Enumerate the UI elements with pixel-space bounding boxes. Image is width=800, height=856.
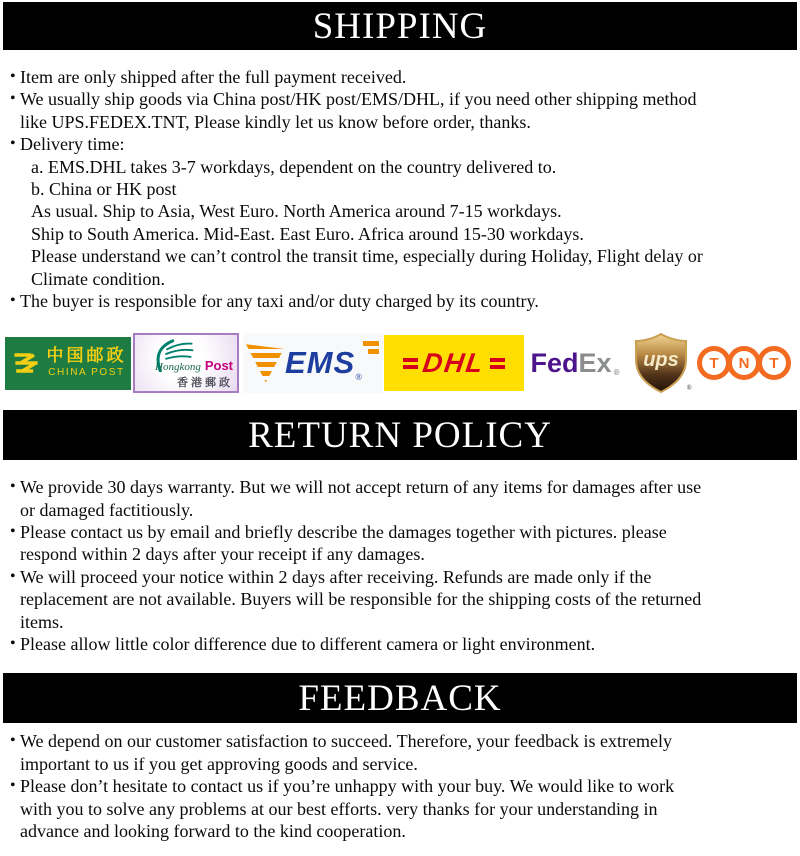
post-label: Post [204, 358, 233, 374]
return-policy-text-block [0, 476, 800, 655]
fedex-fed-label: Fed [530, 347, 579, 378]
bullet-dot: • [10, 135, 16, 153]
text-line [0, 730, 800, 752]
text-line [0, 268, 800, 290]
bullet-dot: • [10, 90, 16, 108]
line-text: We usually ship goods via China post/HK post/EMS/DHL, if you need other shipping method [20, 89, 697, 110]
text-line [0, 290, 800, 312]
text-line [0, 111, 800, 133]
bullet-dot: • [10, 291, 16, 309]
line-text: We depend on our customer satisfaction to succeed. Therefore, your feedback is extremely [20, 731, 672, 752]
fedex-ex-label: Ex [578, 347, 612, 378]
china-post-emblem-icon [10, 347, 42, 379]
text-line [0, 543, 800, 565]
line-text: As usual. Ship to Asia, West Euro. North America around 7-15 workdays. [31, 201, 562, 222]
text-line [0, 200, 800, 222]
ems-chevron-icon [246, 344, 284, 382]
line-text: Please don’t hesitate to contact us if you’re unhappy with your buy. We would like to work [20, 776, 675, 797]
text-line [0, 820, 800, 842]
hongkong-label: Hongkong [155, 361, 201, 374]
line-text: advance and looking forward to the kind cooperation. [20, 820, 406, 841]
feedback-text-block [0, 730, 800, 842]
bullet-spacer [10, 798, 20, 820]
text-line [0, 156, 800, 178]
text-line [0, 66, 800, 88]
bullet-spacer [10, 499, 20, 521]
shipping-text-block [0, 66, 800, 312]
ems-logo [243, 333, 383, 393]
china-post-en-label: CHINA POST [48, 367, 125, 379]
shipping-title: SHIPPING [312, 5, 488, 47]
text-line [0, 133, 800, 155]
hongkong-post-logo [133, 333, 239, 393]
fedex-registered-mark: ® [613, 368, 620, 378]
line-text: important to us if you get approving goods and service. [20, 753, 418, 774]
line-text: a. EMS.DHL takes 3-7 workdays, dependent on the country delivered to. [31, 156, 557, 177]
line-text: Please understand we can’t control the transit time, especially during Holiday, Flight delay or [31, 246, 703, 267]
text-line [0, 566, 800, 588]
ups-shield-icon [632, 332, 690, 394]
ems-dashes-icon [363, 341, 379, 354]
dhl-wordmark: DHL [421, 347, 487, 378]
line-text: Delivery time: [20, 134, 125, 155]
line-text: We will proceed your notice within 2 days after receiving. Refunds are made only if the [20, 566, 652, 587]
bullet-spacer [10, 820, 20, 842]
text-line [0, 798, 800, 820]
text-line [0, 521, 800, 543]
line-text: with you to solve any problems at our best efforts. very thanks for your understanding in [20, 798, 658, 819]
text-line [0, 775, 800, 797]
bullet-spacer [10, 111, 20, 133]
text-line [0, 611, 800, 633]
bullet-spacer [21, 223, 31, 245]
text-line [0, 753, 800, 775]
line-text: respond within 2 days after your receipt if any damages. [20, 544, 425, 565]
text-line [0, 476, 800, 498]
bullet-spacer [21, 268, 31, 290]
text-line [0, 499, 800, 521]
tnt-circle-t1: T [697, 346, 731, 380]
text-line [0, 88, 800, 110]
dhl-left-dashes-icon [403, 358, 418, 369]
hongkong-post-name-line [155, 358, 233, 374]
china-post-logo [5, 337, 131, 390]
hongkong-post-wordmark [155, 358, 233, 388]
line-text: Please contact us by email and briefly describe the damages together with pictures. please [20, 522, 667, 543]
bullet-dot: • [10, 732, 16, 750]
line-text: replacement are not available. Buyers will be responsible for the shipping costs of the returned [20, 589, 702, 610]
bullet-dot: • [10, 777, 16, 795]
return-policy-title: RETURN POLICY [248, 414, 552, 456]
bullet-dot: • [10, 523, 16, 541]
bullet-spacer [21, 156, 31, 178]
dhl-logo [384, 335, 524, 391]
carrier-logo-strip [0, 332, 800, 394]
line-text: b. China or HK post [31, 178, 177, 199]
tnt-circle-n: N [727, 346, 761, 380]
bullet-dot: • [10, 478, 16, 496]
line-text: like UPS.FEDEX.TNT, Please kindly let us know before order, thanks. [20, 111, 531, 132]
shipping-header-bar [3, 2, 797, 50]
bullet-spacer [21, 178, 31, 200]
bullet-dot: • [10, 68, 16, 85]
ups-wordmark: ups [643, 349, 679, 372]
fedex-logo [530, 343, 620, 383]
line-text: items. [20, 611, 64, 632]
bullet-dot: • [10, 635, 16, 653]
line-text: The buyer is responsible for any taxi and/or duty charged by its country. [20, 290, 539, 311]
feedback-title: FEEDBACK [298, 677, 502, 719]
china-post-cn-label: 中国邮政 [46, 346, 127, 367]
tnt-circle-t2: T [757, 346, 791, 380]
text-line [0, 178, 800, 200]
bullet-spacer [10, 611, 20, 633]
return-policy-header-bar [3, 410, 797, 460]
china-post-wordmark [47, 348, 127, 378]
bullet-spacer [21, 200, 31, 222]
line-text: or damaged factitiously. [20, 499, 194, 520]
line-text: Climate condition. [31, 268, 165, 289]
text-line [0, 245, 800, 267]
ems-wordmark: EMS [285, 345, 356, 381]
line-text: Please allow little color difference due to different camera or light environment. [20, 634, 596, 655]
bullet-dot: • [10, 567, 16, 585]
text-line [0, 223, 800, 245]
hongkong-post-cn-label: 香港郵政 [177, 376, 233, 390]
line-text: Item are only shipped after the full payment received. [20, 67, 407, 87]
bullet-spacer [10, 753, 20, 775]
bullet-spacer [10, 543, 20, 565]
tnt-logo [697, 346, 791, 380]
ems-registered-mark: ® [355, 372, 363, 383]
ups-logo [632, 332, 690, 394]
line-text: We provide 30 days warranty. But we will not accept return of any items for damages after use [20, 477, 702, 498]
policy-page [0, 2, 800, 856]
text-line [0, 633, 800, 655]
dhl-right-dashes-icon [490, 358, 505, 369]
line-text: Ship to South America. Mid-East. East Euro. Africa around 15-30 workdays. [31, 223, 584, 244]
bullet-spacer [10, 588, 20, 610]
text-line [0, 588, 800, 610]
ups-registered-mark: ® [686, 384, 692, 393]
bullet-spacer [21, 245, 31, 267]
feedback-header-bar [3, 673, 797, 723]
